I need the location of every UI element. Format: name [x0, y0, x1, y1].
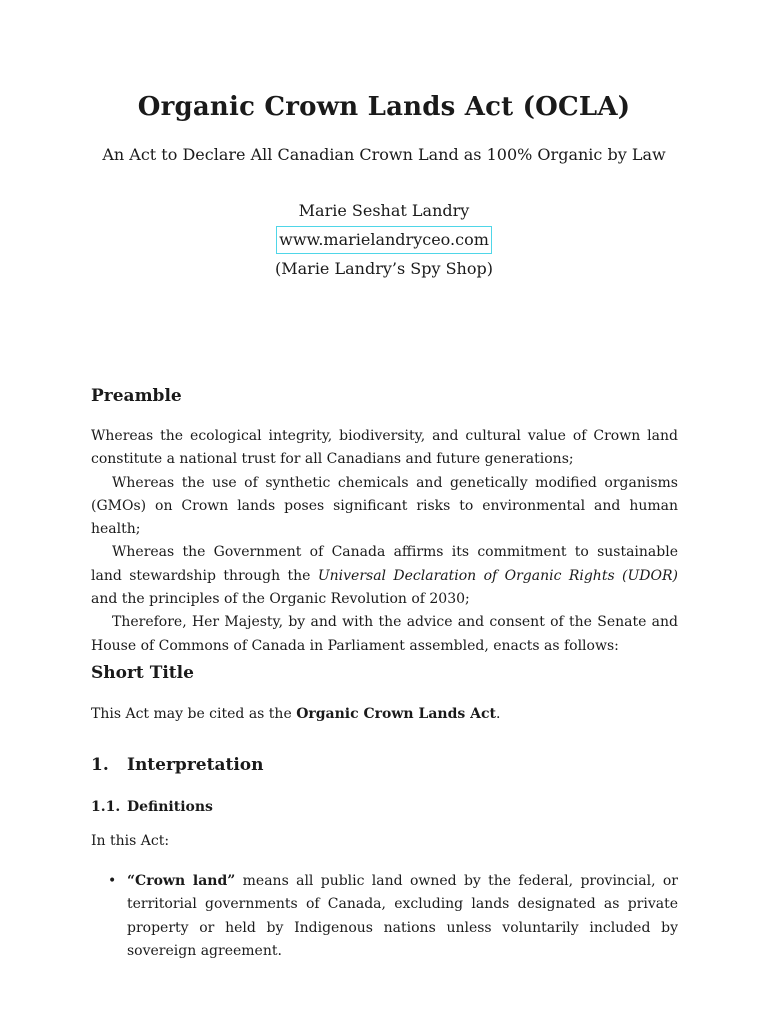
document-subtitle: An Act to Declare All Canadian Crown Land as 100% Organic by Law — [102, 145, 666, 164]
preamble-p3-udor: Universal Declaration of Organic Rights (UDOR) — [317, 567, 678, 584]
list-item — [108, 870, 678, 963]
short-title-text-b: . — [495, 706, 501, 722]
author-affiliation: (Marie Landry’s Spy Shop) — [275, 259, 493, 278]
preamble-p3-text-a: Whereas the Government of Canada affirms its commitment to sustainable land stewardship through the — [91, 544, 678, 584]
short-title-text — [91, 706, 500, 722]
preamble-body — [91, 425, 678, 658]
preamble-paragraph-2: Whereas the use of synthetic chemicals and genetically modified organisms (GMOs) on Crown lands poses significant risks to environmental and human health; — [91, 474, 678, 538]
section-1-heading — [91, 755, 263, 775]
preamble-paragraph-1: Whereas the ecological integrity, biodiversity, and cultural value of Crown land constitute a national trust for all Canadians and future generations; — [91, 428, 678, 468]
short-title-act-name: Organic Crown Lands Act — [296, 706, 496, 722]
bullet-icon: • — [108, 873, 117, 889]
definition-crown-land — [127, 870, 678, 963]
preamble-heading: Preamble — [91, 386, 182, 406]
website-link[interactable]: www.marielandryceo.com — [276, 226, 492, 254]
short-title-heading: Short Title — [91, 663, 194, 683]
section-1-title: Interpretation — [127, 755, 264, 775]
author-name: Marie Seshat Landry — [298, 201, 470, 220]
preamble-paragraph-3 — [91, 541, 678, 611]
subsection-1-1-title: Definitions — [127, 799, 213, 815]
document-title: Organic Crown Lands Act (OCLA) — [137, 92, 631, 122]
subsection-1-1-number: 1.1. — [91, 799, 121, 815]
preamble-p3-text-b: and the principles of the Organic Revolution of 2030; — [91, 591, 470, 608]
section-1-number: 1. — [91, 755, 109, 775]
subsection-1-1-heading — [91, 799, 213, 815]
definitions-intro: In this Act: — [91, 833, 170, 849]
definition-text: means all public land owned by the federal, provincial, or territorial governments of Canada, excluding lands designated as private property or held by Indigenous nations unless voluntarily included by sovereign agreement. — [127, 873, 678, 959]
website-link-wrapper — [0, 226, 768, 254]
short-title-text-a: This Act may be cited as the — [91, 706, 297, 722]
definition-term: “Crown land” — [127, 873, 236, 889]
preamble-paragraph-4: Therefore, Her Majesty, by and with the advice and consent of the Senate and House of Commons of Canada in Parliament assembled, enacts as follows: — [91, 614, 678, 654]
